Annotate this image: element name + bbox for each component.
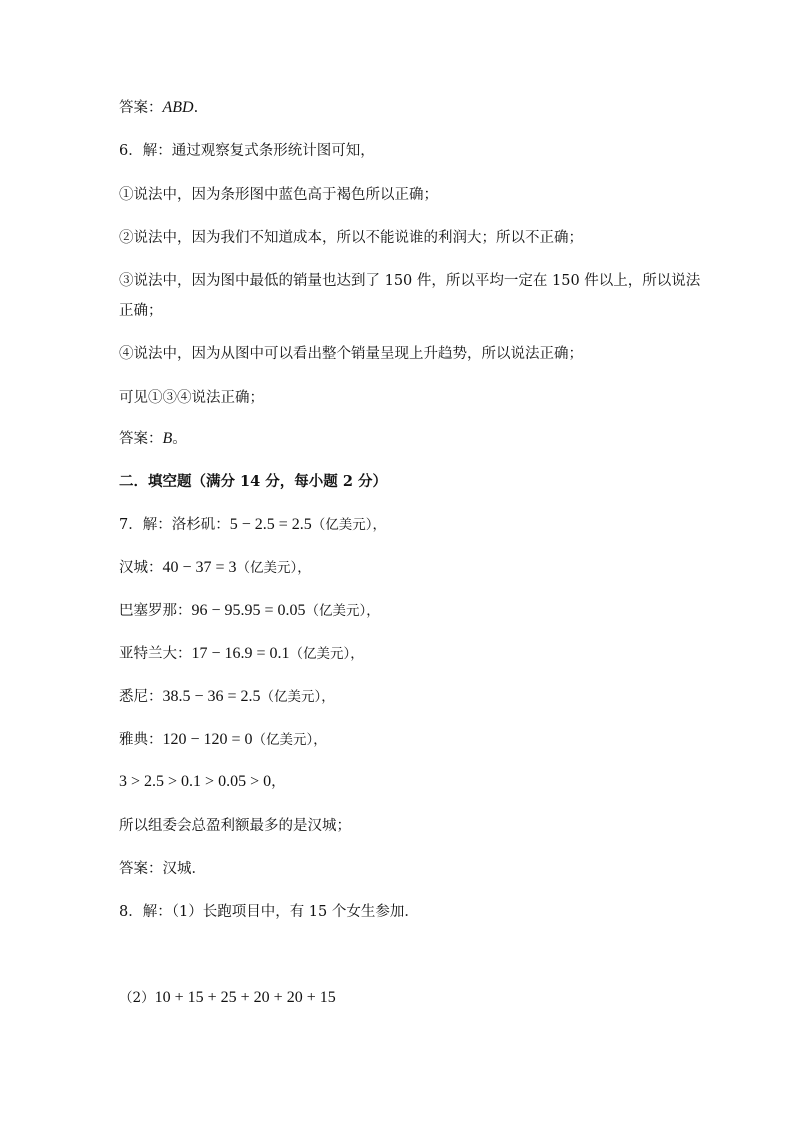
city-label: 汉城：: [119, 560, 163, 576]
city-label: 巴塞罗那：: [119, 603, 192, 619]
unit-text: （亿美元），: [252, 732, 327, 748]
q7-barcelona: [119, 601, 380, 621]
statement-text: ①说法中，因为条形图中蓝色高于褐色所以正确；: [119, 187, 438, 203]
answer-text: 答案：汉城．: [119, 861, 206, 877]
city-label: 亚特兰大：: [119, 646, 192, 662]
equation: 120 − 120 = 0: [162, 731, 253, 748]
equation: 38.5 − 36 = 2.5: [162, 688, 261, 705]
unit-text: （亿美元），: [305, 603, 380, 619]
section-title: 二．填空题（满分 14 分，每小题 2 分）: [119, 473, 387, 490]
q6-statement-1: [119, 185, 438, 205]
unit-text: （亿美元），: [260, 689, 335, 705]
answer-6-line: [119, 429, 187, 449]
city-label: 悉尼：: [119, 689, 163, 705]
statement-text: ②说法中，因为我们不知道成本，所以不能说谁的利润大；所以不正确；: [119, 230, 583, 246]
q7-sydney: [119, 687, 335, 707]
q8-part-1-text: 8．解：（1）长跑项目中，有 15 个女生参加．: [119, 904, 419, 920]
answer-math: B: [162, 430, 173, 447]
q7-athens: [119, 730, 327, 750]
statement-text: ③说法中，因为图中最低的销量也达到了 150 件，所以平均一定在 150 件以上，所以说法: [119, 273, 701, 289]
answer-7-line: [119, 859, 206, 879]
q6-intro-text: 6．解：通过观察复式条形统计图可知，: [119, 143, 375, 159]
equation: 96 − 95.95 = 0.05: [191, 602, 306, 619]
answer-tail: .: [193, 100, 199, 116]
unit-text: （亿美元），: [311, 517, 387, 533]
q6-statement-4: [119, 344, 583, 364]
q8-part-1: [119, 902, 419, 922]
conclusion-text: 所以组委会总盈利额最多的是汉城；: [119, 818, 351, 834]
inequality: 3 > 2.5 > 0.1 > 0.05 > 0: [119, 773, 272, 790]
answer-math: ABD: [162, 99, 194, 116]
q6-conclusion: [119, 388, 264, 408]
answer-label: 答案：: [119, 431, 163, 447]
q6-statement-2: [119, 228, 583, 248]
q8-part-2: [119, 988, 336, 1008]
statement-text: 正确；: [119, 303, 163, 319]
part-label: （2）: [119, 990, 155, 1006]
q6-statement-3-cont: [119, 301, 163, 321]
sum-expression: 10 + 15 + 25 + 20 + 20 + 15: [154, 989, 336, 1006]
city-label: 雅典：: [119, 732, 163, 748]
q7-seoul: [119, 558, 311, 578]
unit-text: （亿美元），: [236, 560, 311, 576]
q6-statement-3: [119, 271, 700, 291]
statement-text: ④说法中，因为从图中可以看出整个销量呈现上升趋势，所以说法正确；: [119, 346, 583, 362]
equation: 40 − 37 = 3: [162, 559, 237, 576]
answer-label: 答案：: [119, 100, 163, 116]
q7-comparison: [119, 772, 286, 792]
q7-atlanta: [119, 644, 364, 664]
conclusion-text: 可见①③④说法正确；: [119, 390, 264, 406]
answer-tail: 。: [172, 431, 187, 447]
equation: 5 − 2.5 = 2.5: [229, 516, 312, 533]
unit-text: （亿美元），: [289, 646, 364, 662]
q7-los-angeles: [119, 515, 386, 535]
comparison-tail: ，: [271, 774, 286, 790]
q6-intro-line: [119, 141, 375, 161]
section-heading: [119, 472, 387, 492]
city-label: 7．解：洛杉矶：: [119, 517, 230, 533]
equation: 17 − 16.9 = 0.1: [191, 645, 290, 662]
q7-conclusion: [119, 816, 351, 836]
answer-5-line: [119, 98, 198, 118]
